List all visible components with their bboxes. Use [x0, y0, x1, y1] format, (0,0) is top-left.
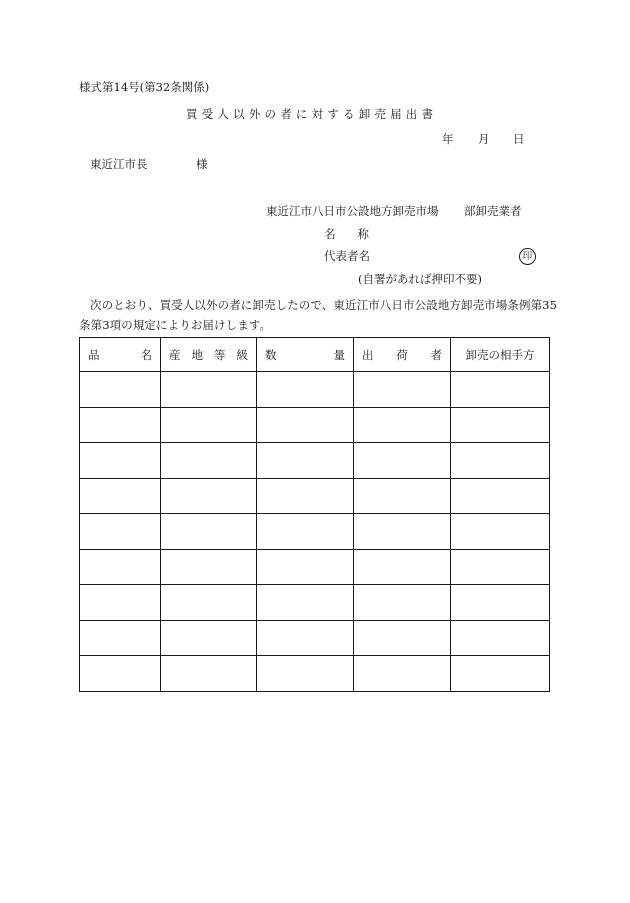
- sender-name-label: 名称: [324, 227, 391, 241]
- table-cell[interactable]: [80, 585, 161, 621]
- date-year-label: 年: [442, 132, 454, 146]
- table-row: [80, 620, 550, 656]
- date-month-label: 月: [478, 132, 490, 146]
- header-part: 産: [169, 347, 181, 362]
- table-cell[interactable]: [451, 549, 550, 585]
- table-cell[interactable]: [354, 656, 451, 692]
- header-origin-grade: [161, 338, 257, 372]
- table-cell[interactable]: [80, 656, 161, 692]
- table-cell[interactable]: [161, 620, 257, 656]
- table-cell[interactable]: [354, 549, 451, 585]
- table-cell[interactable]: [161, 656, 257, 692]
- table-row: [80, 514, 550, 550]
- table-cell[interactable]: [257, 585, 354, 621]
- table-cell[interactable]: [257, 656, 354, 692]
- table-cell[interactable]: [354, 372, 451, 408]
- table-cell[interactable]: [354, 407, 451, 443]
- representative-label: 代表者名: [324, 249, 370, 263]
- table-cell[interactable]: [451, 407, 550, 443]
- body-text: 次のとおり、買受人以外の者に卸売したので、東近江市八日市公設地方卸売市場条例第35条第3項の規定によりお届けします。: [79, 298, 557, 332]
- table-row: [80, 585, 550, 621]
- table-cell[interactable]: [80, 514, 161, 550]
- header-part: 地: [191, 347, 203, 362]
- table-cell[interactable]: [161, 372, 257, 408]
- document-title: 買受人以外の者に対する卸売届出書: [186, 107, 438, 121]
- table-cell[interactable]: [451, 478, 550, 514]
- table-cell[interactable]: [161, 478, 257, 514]
- seal-mark: [519, 248, 536, 265]
- header-quantity: [257, 338, 354, 372]
- table-cell[interactable]: [161, 514, 257, 550]
- table-cell[interactable]: [354, 443, 451, 479]
- table-cell[interactable]: [451, 620, 550, 656]
- table-cell[interactable]: [80, 372, 161, 408]
- addressee-honorific: 様: [196, 157, 208, 171]
- table-cell[interactable]: [257, 514, 354, 550]
- table-cell[interactable]: [80, 407, 161, 443]
- table-header-row: [80, 338, 550, 372]
- table-cell[interactable]: [161, 585, 257, 621]
- table-cell[interactable]: [257, 620, 354, 656]
- table-row: [80, 443, 550, 479]
- table-row: [80, 656, 550, 692]
- table-cell[interactable]: [451, 443, 550, 479]
- table-cell[interactable]: [257, 478, 354, 514]
- header-part: 量: [333, 347, 345, 362]
- header-item-name: [80, 338, 161, 372]
- table-cell[interactable]: [451, 372, 550, 408]
- table-cell[interactable]: [257, 443, 354, 479]
- table-cell[interactable]: [354, 585, 451, 621]
- table-cell[interactable]: [354, 478, 451, 514]
- sender-market: 東近江市八日市公設地方卸売市場: [266, 204, 439, 218]
- signature-note: (自署があれば押印不要): [358, 272, 482, 286]
- header-part: 卸売の相手方: [465, 347, 535, 362]
- table-cell[interactable]: [161, 443, 257, 479]
- table-cell[interactable]: [161, 407, 257, 443]
- table-cell[interactable]: [80, 443, 161, 479]
- seal-text: 印: [522, 250, 533, 262]
- table-row: [80, 549, 550, 585]
- table-row: [80, 478, 550, 514]
- sender-dept: 部卸売業者: [464, 204, 522, 218]
- date-day-label: 日: [513, 132, 525, 146]
- table-cell[interactable]: [80, 549, 161, 585]
- header-part: 級: [236, 347, 248, 362]
- form-number: 様式第14号(第32条関係): [79, 80, 210, 94]
- header-part: 荷: [396, 347, 408, 362]
- table-cell[interactable]: [354, 514, 451, 550]
- table-cell[interactable]: [257, 549, 354, 585]
- addressee-name: 東近江市長: [90, 157, 148, 171]
- table-cell[interactable]: [451, 585, 550, 621]
- header-part: 出: [362, 347, 374, 362]
- table-cell[interactable]: [354, 620, 451, 656]
- table-cell[interactable]: [161, 549, 257, 585]
- table-row: [80, 407, 550, 443]
- table-row: [80, 372, 550, 408]
- table-cell[interactable]: [451, 514, 550, 550]
- table-cell[interactable]: [80, 478, 161, 514]
- table-cell[interactable]: [257, 372, 354, 408]
- header-part: 品: [88, 347, 100, 362]
- header-part: 等: [214, 347, 226, 362]
- table-cell[interactable]: [451, 656, 550, 692]
- header-part: 数: [265, 347, 277, 362]
- header-part: 者: [430, 347, 442, 362]
- header-part: 名: [140, 347, 152, 362]
- header-counterparty: [451, 338, 550, 372]
- header-shipper: [354, 338, 451, 372]
- table-cell[interactable]: [80, 620, 161, 656]
- table-cell[interactable]: [257, 407, 354, 443]
- wholesale-table: [79, 337, 550, 692]
